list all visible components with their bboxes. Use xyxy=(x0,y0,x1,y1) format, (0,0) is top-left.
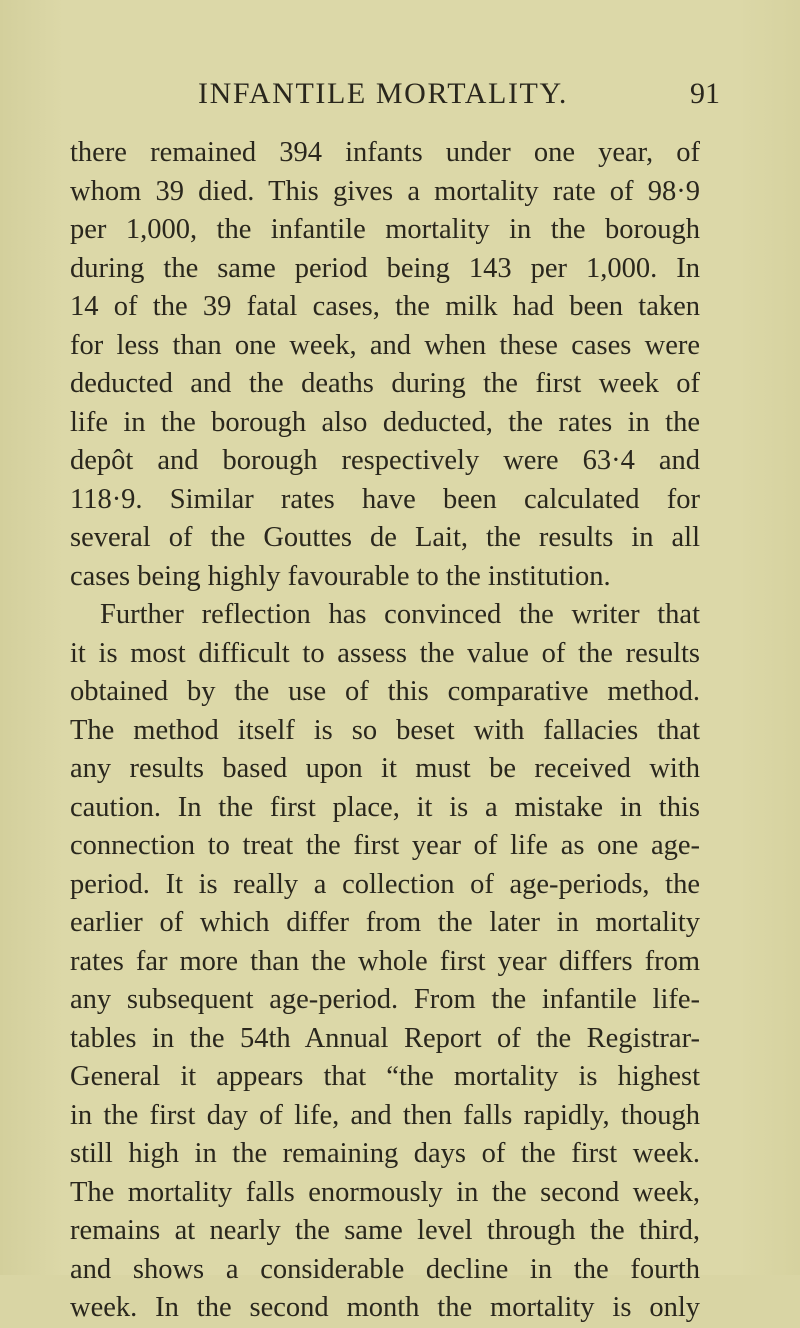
text-line: it is most difficult to assess the value of the results xyxy=(70,637,700,669)
text-line: period. It is really a collection of age-periods, the xyxy=(70,868,700,900)
text-line: in the first day of life, and then falls rapidly, though xyxy=(70,1099,700,1131)
text-line: earlier of which differ from the later in mortality xyxy=(70,907,700,938)
text-line: 118·9. Similar rates have been calculated for xyxy=(70,483,700,515)
page-number: 91 xyxy=(690,77,720,110)
text-line: any subsequent age-period. From the infantile life- xyxy=(70,984,700,1015)
text-line: still high in the remaining days of the first week. xyxy=(70,1138,700,1169)
text-line: The method itself is so beset with fallacies that xyxy=(70,714,700,746)
text-line: obtained by the use of this comparative method. xyxy=(70,676,700,707)
text-line: remains at nearly the same level through the third, xyxy=(70,1215,700,1246)
text-line: tables in the 54th Annual Report of the Registrar- xyxy=(70,1022,700,1054)
text-line: life in the borough also deducted, the rates in the xyxy=(70,406,700,438)
paragraph-start-line: Further reflection has convinced the writer that xyxy=(100,599,700,630)
text-line: there remained 394 infants under one year, of xyxy=(70,137,700,168)
text-line: any results based upon it must be received with xyxy=(70,753,700,784)
text-line: deducted and the deaths during the first week of xyxy=(70,368,700,399)
text-line: week. In the second month the mortality is only xyxy=(70,1292,700,1323)
text-line: during the same period being 143 per 1,000. In xyxy=(70,252,700,284)
text-line: per 1,000, the infantile mortality in the borough xyxy=(70,214,700,245)
text-line: 14 of the 39 fatal cases, the milk had been taken xyxy=(70,291,700,322)
running-title: INFANTILE MORTALITY. xyxy=(198,77,568,110)
paragraph-end-line: cases being highly favourable to the institution. xyxy=(70,560,611,592)
text-line: rates far more than the whole first year differs from xyxy=(70,945,700,977)
body-text xyxy=(70,134,700,1328)
text-line: whom 39 died. This gives a mortality rate of 98·9 xyxy=(70,175,700,207)
text-line: connection to treat the first year of life as one age- xyxy=(70,830,700,861)
text-line: caution. In the first place, it is a mistake in this xyxy=(70,791,700,823)
text-line: several of the Gouttes de Lait, the results in all xyxy=(70,522,700,553)
text-line: for less than one week, and when these cases were xyxy=(70,329,700,361)
text-line: and shows a considerable decline in the fourth xyxy=(70,1253,700,1285)
page-header xyxy=(0,74,800,114)
text-line: General it appears that “the mortality is highest xyxy=(70,1061,700,1092)
text-line: depôt and borough respectively were 63·4 and xyxy=(70,445,700,476)
text-line: The mortality falls enormously in the second week, xyxy=(70,1176,700,1208)
